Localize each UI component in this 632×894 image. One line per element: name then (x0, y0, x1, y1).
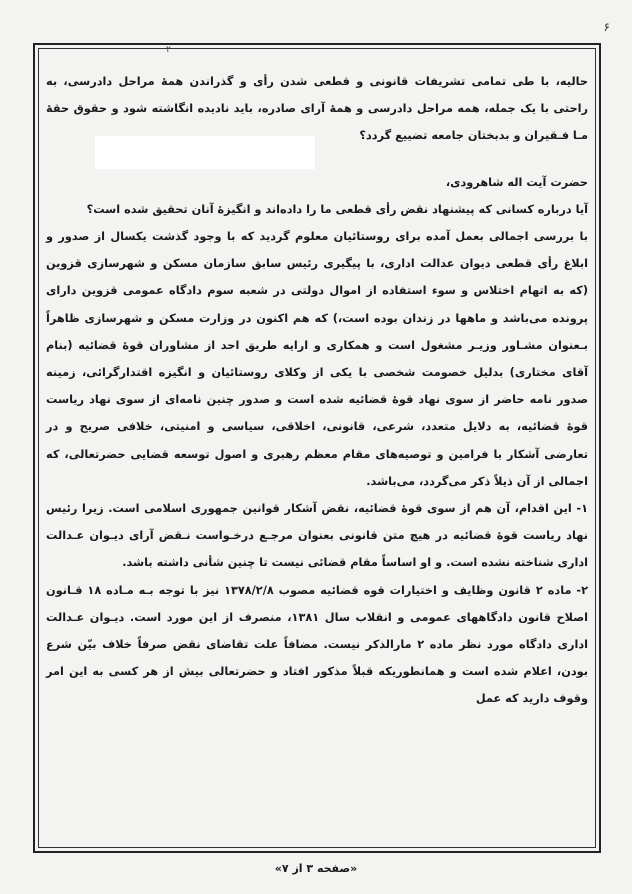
redaction-box (95, 136, 315, 169)
top-margin-mark: ۲ (166, 45, 171, 55)
paragraph-point-1: ۱- این اقدام، آن هم از سوی قوهٔ قضائیه، نقض آشکار قوانین جمهوری اسلامی است. زیرا رئیس نهاد ریاست قوهٔ قضائیه در هیچ متن قانونی بعنوان مرجـع درخـواست نـقض آرای دیـوان عـدالت اداری شناخته نشده است. و او اساساً مقام قضائی نیست تا چنین شأنی داشته باشد. (46, 502, 588, 570)
page-corner-marker: ۶ (603, 20, 610, 34)
paragraph-question: آیا درباره کسانی که پیشنهاد نقض رأی قطعی ما را داده‌اند و انگیزهٔ آنان تحقیق شده است؟ (86, 202, 588, 216)
salutation: حضرت آیت اله شاهرودی، (445, 175, 588, 189)
paragraph-investigation: با بررسی اجمالی بعمل آمده برای روستائیان معلوم گردید که با وجود گذشت یکسال از صدور و ابلاغ رأی قطعی دیوان عدالت اداری، با پیگیری رئیس سابق سازمان مسکن و شهرسازی قزوین (که به اتهام اختلاس و سوء استفاده از اموال دولتی در شعبه سوم دادگاه عمومی قزوین دارای پرونده می‌باشد و ماهها در زندان بوده است،) که هم اکنون در وزارت مسکن و شهرسازی ظاهراً بـعنوان مشـاور وزیـر مشغول است و همکاری و ارایه طریق احد از مشاوران قوهٔ قضائیه (بنام آقای مختاری) بدلیل خصومت شخصی با یکی از وکلای روستائیان و انگیزه اقتدارگرائی، زمینه صدور نامه حاضر از سوی نهاد قوهٔ قضائیه شده است و صدور چنین نامه‌ای از سوی نهاد ریاست قوهٔ قضائیه، به دلایل متعدد، شرعی، قانونی، اخلاقی، سیاسی و امنیتی، خلافی صریح و در تعارضی آشکار با فرامین و توصیه‌های مقام معظم رهبری و اصول توسعه قضایی حضرتعالی، که اجمالی از آن ذیلاً ذکر می‌گردد، می‌باشد. (46, 230, 588, 488)
paragraph-intro: حالیه، با طی تمامی تشریفات قانونی و قطعی شدن رأی و گذراندن همهٔ مراحل دادرسی، به راحتی با یک جمله، همه مراحل دادرسی و همهٔ آرای صادره، باید نادیده انگاشته شود و حقوق حقهٔ مـا فـقیران و بدبختان جامعه تضییع گردد؟ (46, 75, 588, 143)
page-number-footer: «صفحه ۳ از ۷» (274, 862, 358, 875)
paragraph-point-2: ۲- ماده ۲ قانون وظایف و اختیارات قوه قضائیه مصوب ۱۳۷۸/۲/۸ نیز با توجه بـه مـاده ۱۸ قـانون اصلاح قانون دادگاههای عمومی و انقلاب سال ۱۳۸۱، منصرف از این مورد است. دیـوان عـدالت اداری دادگاه مورد نظر ماده ۲ مارالذکر نیست. مضافاً علت تقاضای نقض صرفاً خلاف بیّن شرع بودن، اعلام شده است و همانطوریکه قبلاً مذکور افتاد و حضرتعالی بیش از هر کسی به این امر وقوف دارید که عمل (46, 583, 588, 706)
